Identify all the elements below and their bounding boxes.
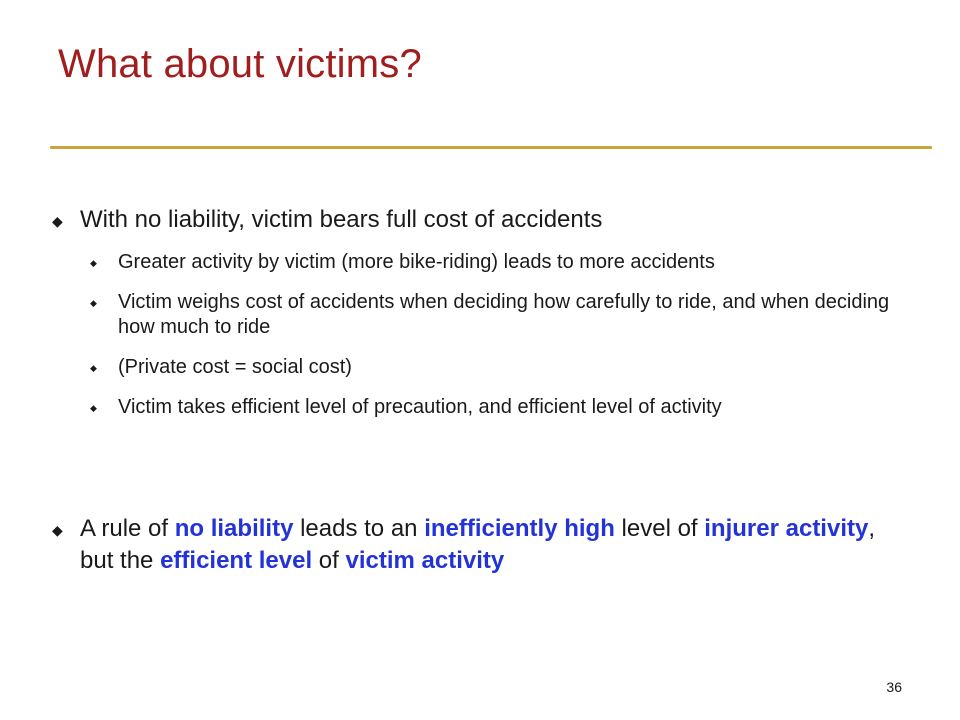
bullet-2-segment: leads to an [293,515,425,542]
diamond-bullet-icon: ◆ [90,363,97,373]
slide-title: What about victims? [58,42,422,86]
highlight-injurer-activity: injurer activity [704,515,869,542]
title-divider [50,146,932,149]
highlight-inefficiently-high: inefficiently high [424,515,615,542]
sub-bullet-text: Greater activity by victim (more bike-riding) leads to more accidents [118,251,715,273]
bullet-2-segment: , but the [80,515,875,574]
highlight-victim-activity: victim activity [345,547,505,574]
sub-bullet-text: (Private cost = social cost) [118,356,352,378]
bullet-1-text: With no liability, victim bears full cost of accidents [80,206,603,233]
diamond-bullet-icon: ◆ [52,213,63,229]
highlight-efficient-level: efficient level [160,547,313,574]
diamond-bullet-icon: ◆ [90,258,97,268]
sub-bullet [90,355,920,380]
bullet-2-segment: of [312,547,346,574]
highlight-no-liability: no liability [174,515,294,542]
sub-bullet [90,250,920,275]
bullet-2-segment: level of [614,515,705,542]
sub-bullet-text: Victim takes efficient level of precaution, and efficient level of activity [118,396,722,418]
bullet-1-sublist [90,250,920,435]
diamond-bullet-icon: ◆ [90,298,97,308]
diamond-bullet-icon: ◆ [90,403,97,413]
diamond-bullet-icon: ◆ [52,522,63,538]
sub-bullet [90,395,920,420]
bullet-2-segment: A rule of [80,515,175,542]
sub-bullet-text: Victim weighs cost of accidents when deciding how carefully to ride, and when deciding how much to ride [118,291,890,338]
page-number: 36 [886,679,902,695]
bullet-1 [52,205,912,235]
bullet-2-text [80,513,912,577]
bullet-2 [52,513,912,577]
sub-bullet [90,290,920,340]
